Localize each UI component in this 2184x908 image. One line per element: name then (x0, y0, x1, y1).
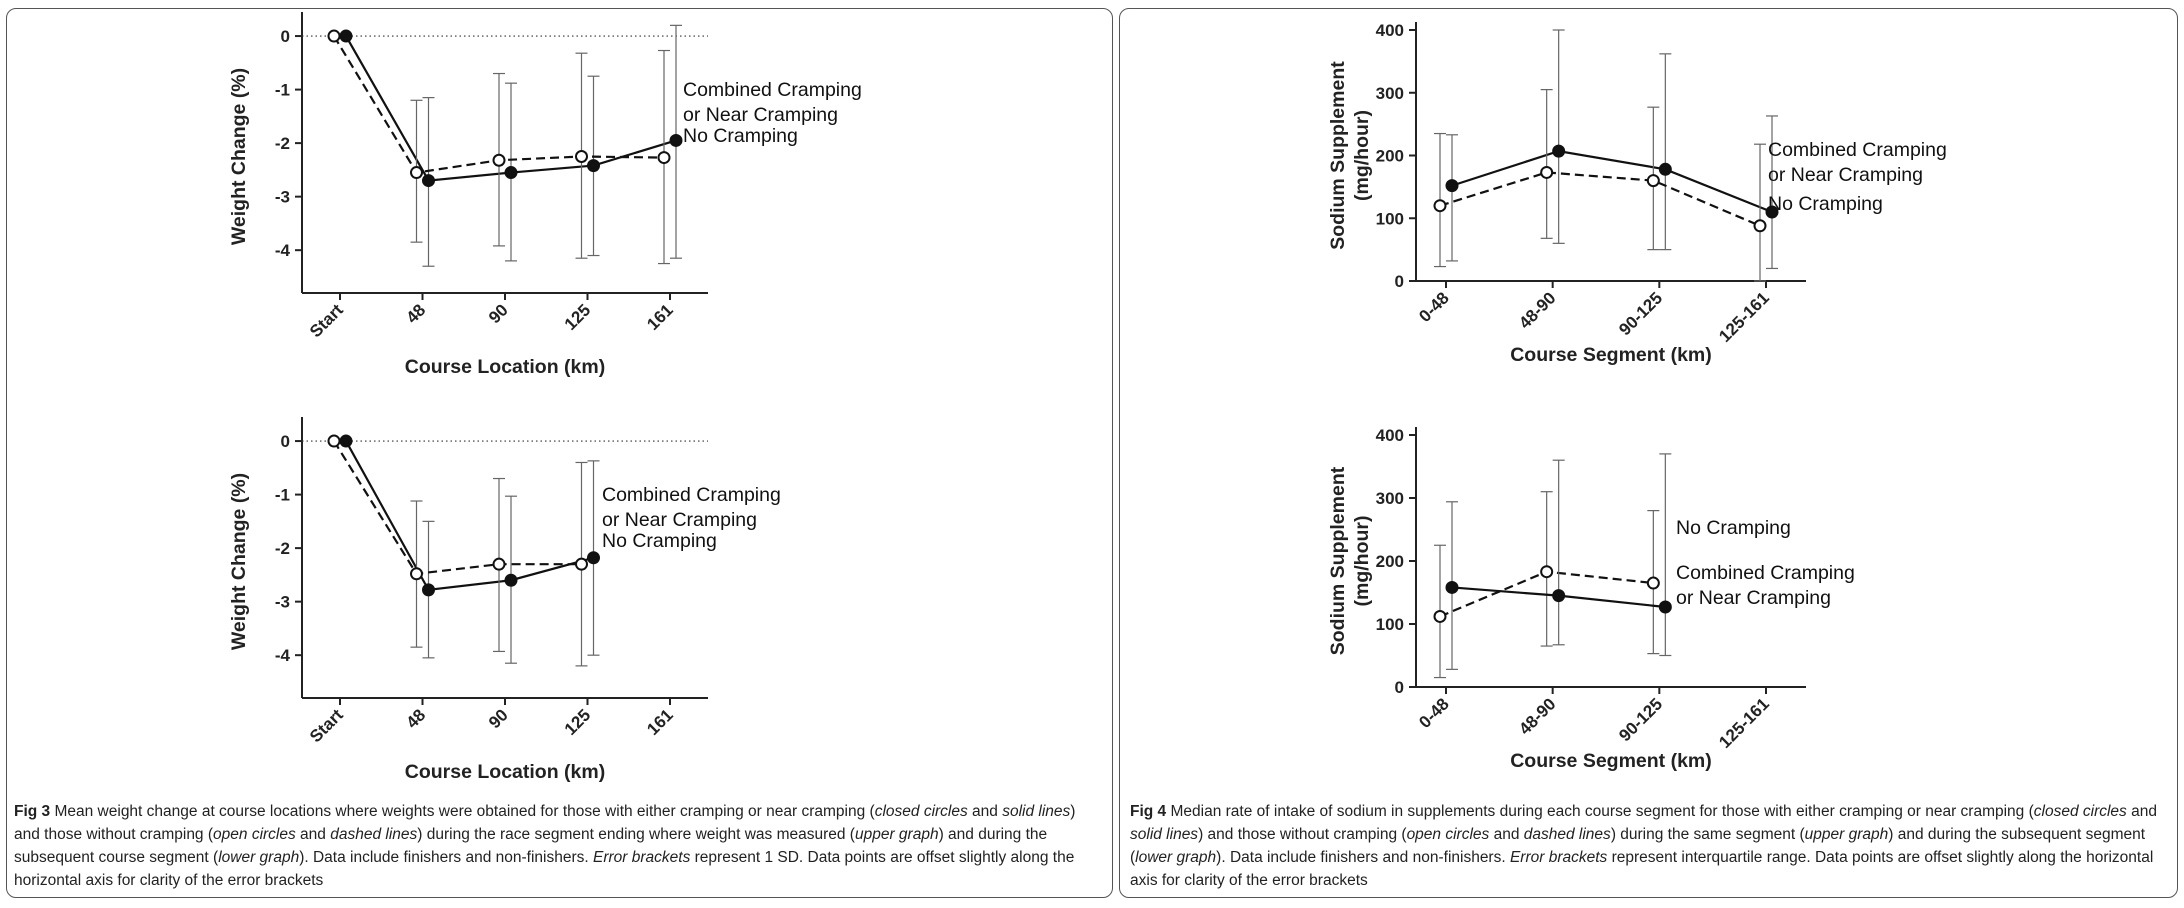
y-tick-label-2: -2 (274, 134, 290, 154)
y-tick-label-4: -4 (274, 241, 290, 261)
legend-label-0-0: Combined Cramping (602, 484, 781, 506)
x-tick-label-1: 48 (402, 705, 430, 733)
data-point-closed (1553, 590, 1564, 601)
y-tick-label-2: 200 (1375, 552, 1404, 571)
y-tick-label-1: 100 (1375, 615, 1404, 634)
x-tick-label-2: 90-125 (1615, 288, 1667, 340)
y-tick-label-1: 100 (1375, 209, 1404, 229)
fig4-caption-run-9: upper graph (1804, 826, 1889, 843)
fig3-caption-run-14: represent 1 SD. Data points are offset slightly along the horizontal axis for clarity of the error brackets (14, 849, 1075, 889)
y-tick-label-0: 0 (1394, 678, 1404, 697)
x-tick-label-4: 161 (643, 705, 677, 739)
fig4-caption-run-5: open circles (1406, 826, 1490, 843)
series-line-cramping (346, 441, 594, 590)
fig3-lower-chart (0, 405, 1110, 805)
fig4-caption (1130, 800, 2170, 892)
legend-label-1-0: Combined Cramping (1676, 562, 1855, 584)
fig3-upper-chart (0, 0, 1110, 400)
data-point-open (1648, 578, 1659, 589)
legend-label-0-1: or Near Cramping (602, 509, 757, 531)
data-point-open (1541, 566, 1552, 577)
fig3-caption-run-2: and (967, 803, 1003, 820)
fig4-caption-run-1: closed circles (2033, 803, 2127, 820)
series-line-no-cramping (334, 441, 582, 574)
x-axis-label: Course Segment (km) (1510, 344, 1712, 366)
fig3-caption-run-9: upper graph (854, 826, 939, 843)
x-axis-label: Course Location (km) (404, 356, 606, 378)
data-point-open (576, 559, 587, 570)
y-tick-label-2: -2 (274, 539, 290, 559)
legend-label-0-0: No Cramping (1676, 517, 1791, 539)
fig4-caption-run-3: solid lines (1130, 826, 1199, 843)
x-tick-label-0: 0-48 (1415, 288, 1453, 326)
x-tick-label-2: 90 (485, 705, 512, 733)
y-tick-label-4: -4 (274, 646, 290, 666)
y-tick-label-4: 400 (1375, 21, 1404, 40)
legend-label-1-0: No Cramping (602, 530, 717, 552)
x-tick-label-1: 48-90 (1515, 694, 1560, 739)
fig4-caption-run-8: ) during the same segment ( (1610, 826, 1805, 843)
data-point-closed (1447, 180, 1458, 191)
x-tick-label-0: 0-48 (1415, 694, 1453, 732)
data-point-closed (341, 436, 352, 447)
data-point-closed (1660, 164, 1671, 175)
data-point-open (411, 167, 422, 178)
data-point-open (1541, 167, 1552, 178)
legend-label-0-0: Combined Cramping (1768, 139, 1947, 161)
fig3-caption-run-12: ). Data include finishers and non-finishers. (299, 849, 593, 866)
fig4-caption-run-11: lower graph (1135, 849, 1217, 866)
x-tick-label-3: 125 (560, 705, 595, 739)
legend-label-1-0: No Cramping (1768, 193, 1883, 215)
fig3-caption-run-7: dashed lines (330, 826, 418, 843)
y-axis-label-line-0: Weight Change (%) (228, 67, 250, 246)
data-point-open (576, 151, 587, 162)
fig4-lower-chart (1116, 405, 2176, 805)
legend-label-1-0: No Cramping (683, 125, 798, 147)
x-tick-label-3: 125 (560, 300, 595, 334)
y-axis-label-line-0: Sodium Supplement (1327, 466, 1349, 656)
x-tick-label-2: 90-125 (1615, 694, 1667, 746)
fig3-caption-run-0: Mean weight change at course locations where weights were obtained for those with either cramping or near cramping ( (50, 803, 875, 820)
fig4-caption-run-4: ) and those without cramping ( (1198, 826, 1407, 843)
y-axis-label-line-1: (mg/hour) (1351, 515, 1373, 607)
fig4-caption-run-2: and (2126, 803, 2157, 820)
legend-label-0-1: or Near Cramping (1768, 164, 1923, 186)
fig3-caption-run-4: ) and those without cramping ( (14, 803, 1076, 843)
fig4-caption-run-0: Median rate of intake of sodium in supplements during each course segment for those with either cramping or near cramping ( (1166, 803, 2034, 820)
series-line-no-cramping (1440, 172, 1760, 225)
data-point-open (329, 31, 340, 42)
data-point-closed (341, 31, 352, 42)
data-point-open (1435, 611, 1446, 622)
y-tick-label-3: -3 (274, 187, 290, 207)
fig4-caption-run-6: and (1489, 826, 1524, 843)
fig3-caption-run-8: ) during the race segment ending where weight was measured ( (417, 826, 855, 843)
data-point-open (659, 152, 670, 163)
y-tick-label-4: 400 (1375, 426, 1404, 445)
fig3-caption-label: Fig 3 (14, 803, 51, 820)
data-point-closed (671, 135, 682, 146)
y-axis-label-line-0: Sodium Supplement (1327, 61, 1349, 250)
y-tick-label-3: 300 (1375, 83, 1404, 103)
data-point-open (1755, 220, 1766, 231)
x-tick-label-1: 48-90 (1515, 288, 1560, 333)
data-point-closed (1447, 582, 1458, 593)
y-tick-label-1: -1 (274, 485, 290, 505)
x-tick-label-1: 48 (402, 300, 430, 328)
data-point-closed (1553, 146, 1564, 157)
fig4-caption-run-13: Error brackets (1509, 849, 1608, 866)
data-point-closed (588, 160, 599, 171)
series-line-cramping (1452, 151, 1772, 212)
data-point-open (494, 155, 505, 166)
y-tick-label-0: 0 (280, 432, 290, 452)
data-point-closed (506, 167, 517, 178)
data-point-open (494, 559, 505, 570)
x-axis-label: Course Segment (km) (1510, 750, 1712, 772)
x-tick-label-3: 125-161 (1715, 288, 1773, 346)
data-point-open (1435, 200, 1446, 211)
fig3-caption-run-13: Error brackets (593, 849, 691, 866)
data-point-open (411, 568, 422, 579)
fig3-caption (14, 800, 1099, 892)
y-tick-label-0: 0 (1394, 272, 1404, 291)
fig3-caption-run-1: closed circles (874, 803, 968, 820)
legend-label-1-1: or Near Cramping (1676, 587, 1831, 609)
data-point-closed (423, 584, 434, 595)
data-point-closed (1660, 601, 1671, 612)
fig4-caption-run-7: dashed lines (1523, 826, 1611, 843)
legend-label-0-0: Combined Cramping (683, 79, 862, 101)
y-axis-label-line-0: Weight Change (%) (228, 472, 250, 651)
fig4-caption-label: Fig 4 (1130, 803, 1167, 820)
data-point-open (1648, 175, 1659, 186)
y-tick-label-3: -3 (274, 592, 290, 612)
y-tick-label-2: 200 (1375, 146, 1404, 166)
fig4-caption-run-10: ) and during the subsequent segment ( (1130, 826, 2146, 866)
fig3-caption-run-5: open circles (213, 826, 296, 843)
x-tick-label-0: Start (306, 705, 347, 747)
fig4-caption-run-12: ). Data include finishers and non-finishers. (1216, 849, 1510, 866)
x-tick-label-2: 90 (485, 300, 512, 328)
data-point-closed (423, 175, 434, 186)
x-axis-label: Course Location (km) (404, 761, 606, 783)
y-axis-label-line-1: (mg/hour) (1351, 110, 1373, 201)
legend-label-0-1: or Near Cramping (683, 104, 838, 126)
fig3-caption-run-6: and (295, 826, 331, 843)
y-tick-label-0: 0 (280, 27, 290, 47)
x-tick-label-3: 125-161 (1715, 694, 1773, 752)
data-point-open (329, 436, 340, 447)
fig3-caption-run-3: solid lines (1002, 803, 1071, 820)
fig3-caption-run-10: ) and during the subsequent course segment ( (14, 826, 1048, 866)
fig3-caption-run-11: lower graph (218, 849, 300, 866)
fig4-upper-chart (1116, 0, 2176, 400)
y-tick-label-3: 300 (1375, 489, 1404, 508)
x-tick-label-0: Start (306, 300, 347, 342)
fig4-caption-run-14: represent interquartile range. Data points are offset slightly along the horizontal axis for clarity of the error brackets (1130, 849, 2154, 889)
y-tick-label-1: -1 (274, 80, 290, 100)
data-point-closed (506, 575, 517, 586)
data-point-closed (588, 552, 599, 563)
x-tick-label-4: 161 (643, 300, 677, 334)
